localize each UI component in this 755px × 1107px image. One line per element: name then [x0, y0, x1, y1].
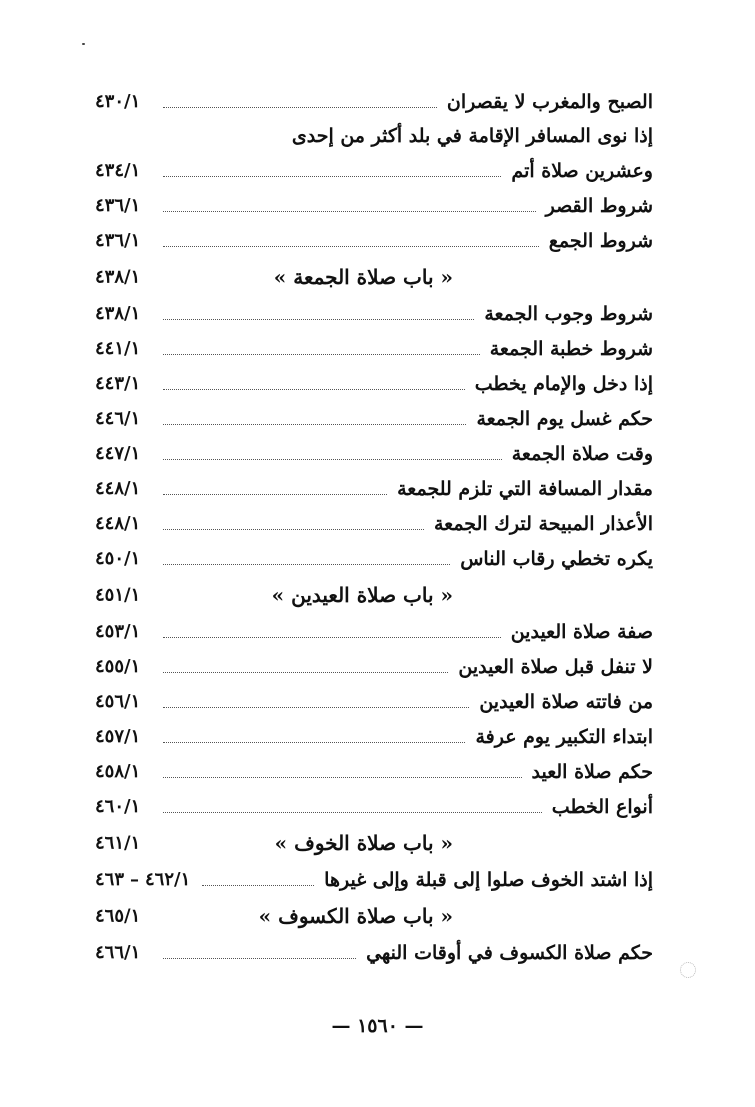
leader-dots — [163, 564, 450, 565]
leader-dots — [163, 319, 474, 320]
toc-entry — [95, 789, 653, 824]
entry-page: ٤٣٨/١ — [95, 266, 141, 288]
toc-entry — [95, 188, 653, 223]
entry-page: ٤٥٧/١ — [95, 726, 141, 747]
entry-page: ٤٣٤/١ — [95, 160, 141, 181]
chapter-title: « باب صلاة الكسوف » — [258, 904, 453, 928]
toc-entry-continued — [95, 119, 653, 153]
leader-dots — [163, 107, 437, 108]
entry-title: إذا دخل والإمام يخطب — [474, 372, 653, 395]
leader-dots — [163, 958, 356, 959]
entry-title: من فاتته صلاة العيدين — [479, 690, 653, 713]
leader-dots — [163, 459, 502, 460]
toc-entry — [95, 471, 653, 506]
toc-entry — [95, 719, 653, 754]
toc-entry — [95, 366, 653, 401]
chapter-heading — [95, 258, 653, 296]
entry-title: شروط الجمع — [548, 229, 653, 252]
toc-entry — [95, 84, 653, 119]
toc-entry — [95, 506, 653, 541]
entry-page: ٤٤٨/١ — [95, 513, 141, 534]
leader-dots — [163, 389, 465, 390]
toc-entry — [95, 684, 653, 719]
toc-entry — [95, 541, 653, 576]
toc-entry — [95, 401, 653, 436]
entry-page: ٤٥٥/١ — [95, 656, 141, 677]
toc-entry — [95, 754, 653, 789]
toc-entry — [95, 935, 653, 970]
entry-title: شروط وجوب الجمعة — [484, 302, 653, 325]
entry-title: وقت صلاة الجمعة — [511, 442, 653, 465]
scan-speck — [82, 43, 85, 45]
entry-title: وعشرين صلاة أتم — [511, 159, 653, 182]
entry-page: ٤٥٠/١ — [95, 548, 141, 569]
entry-title: حكم صلاة الكسوف في أوقات النهي — [366, 941, 653, 964]
entry-page: ٤٣٨/١ — [95, 303, 141, 324]
chapter-heading — [95, 824, 653, 862]
leader-dots — [163, 742, 465, 743]
leader-dots — [163, 424, 466, 425]
toc-entry — [95, 296, 653, 331]
leader-dots — [163, 812, 542, 813]
entry-page-range-dash: – — [130, 869, 140, 890]
toc-entry — [95, 153, 653, 188]
entry-title: إذا اشتد الخوف صلوا إلى قبلة وإلى غيرها — [324, 868, 653, 891]
entry-page: ٤٣٦/١ — [95, 195, 141, 216]
leader-dots — [163, 637, 501, 638]
entry-title: حكم صلاة العيد — [531, 760, 653, 783]
entry-title: يكره تخطي رقاب الناس — [460, 547, 653, 570]
entry-page: ٤٥٨/١ — [95, 761, 141, 782]
entry-page: ٤٥١/١ — [95, 584, 141, 606]
entry-title: لا تنفل قبل صلاة العيدين — [458, 655, 653, 678]
leader-dots — [163, 494, 387, 495]
chapter-heading — [95, 897, 653, 935]
leader-dots — [163, 707, 469, 708]
leader-dots — [163, 777, 522, 778]
toc-entry — [95, 649, 653, 684]
entry-title: إذا نوى المسافر الإقامة في بلد أكثر من إحدى — [291, 125, 653, 147]
entry-page: ٤٥٦/١ — [95, 691, 141, 712]
entry-title: أنواع الخطب — [551, 795, 653, 818]
entry-title: شروط خطبة الجمعة — [489, 337, 653, 360]
chapter-title: « باب صلاة الجمعة » — [273, 265, 453, 289]
entry-title: الأعذار المبيحة لترك الجمعة — [433, 512, 653, 535]
chapter-heading — [95, 576, 653, 614]
leader-dots — [163, 529, 424, 530]
entry-page-end: ٤٦٣ — [95, 869, 125, 890]
entry-title: حكم غسل يوم الجمعة — [476, 407, 653, 430]
entry-page: ٤٦١/١ — [95, 832, 141, 854]
entry-title: مقدار المسافة التي تلزم للجمعة — [397, 477, 653, 500]
toc-entry — [95, 436, 653, 471]
scan-smudge — [680, 962, 696, 978]
entry-page: ٤٣٦/١ — [95, 230, 141, 251]
entry-page: ٤٤٧/١ — [95, 443, 141, 464]
page-number: — ١٥٦٠ — — [331, 1015, 424, 1037]
entry-page: ٤٦٦/١ — [95, 942, 141, 963]
entry-page: ٤٤١/١ — [95, 338, 141, 359]
leader-dots — [163, 176, 501, 177]
leader-dots — [163, 672, 448, 673]
leader-dots — [163, 354, 480, 355]
entry-page: ٤٤٨/١ — [95, 478, 141, 499]
entry-page: ٤٤٣/١ — [95, 373, 141, 394]
entry-page: ٤٤٦/١ — [95, 408, 141, 429]
leader-dots — [163, 211, 536, 212]
toc-entry — [95, 331, 653, 366]
entry-page: ٤٦٢/١ — [145, 869, 191, 890]
entry-title: شروط القصر — [545, 194, 653, 217]
entry-title: الصبح والمغرب لا يقصران — [446, 90, 653, 113]
entry-page: ٤٣٠/١ — [95, 91, 141, 112]
toc-list — [95, 84, 653, 970]
entry-page: ٤٦٥/١ — [95, 905, 141, 927]
leader-dots — [163, 246, 539, 247]
entry-page: ٤٦٠/١ — [95, 796, 141, 817]
entry-title: صفة صلاة العيدين — [510, 620, 653, 643]
toc-entry — [95, 614, 653, 649]
chapter-title: « باب صلاة الخوف » — [274, 831, 453, 855]
leader-dots — [202, 885, 314, 886]
entry-title: ابتداء التكبير يوم عرفة — [475, 725, 653, 748]
toc-entry — [95, 223, 653, 258]
entry-page: ٤٥٣/١ — [95, 621, 141, 642]
chapter-title: « باب صلاة العيدين » — [271, 583, 453, 607]
toc-entry — [95, 862, 653, 897]
